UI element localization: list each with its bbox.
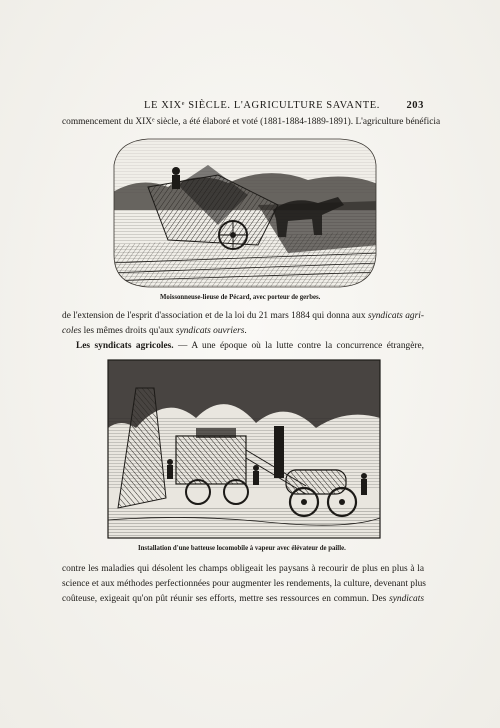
- figure-caption: Moissonneuse-lieuse de Pécard, avec porteur de gerbes.: [160, 294, 321, 301]
- text-line: science et aux méthodes perfectionnées pour augmenter les rendements, la culture, devenant plus: [62, 579, 426, 589]
- text-line: de l'extension de l'esprit d'association et de la loi du 21 mars 1884 qui donna aux syndicats agri-: [62, 311, 424, 321]
- text-line: coles les mêmes droits qu'aux syndicats ouvriers.: [62, 326, 247, 336]
- text-line: commencement du XIXᵉ siècle, a été élaboré et voté (1881-1884-1889-1891). L'agriculture bénéficia: [62, 117, 441, 127]
- text-line: Les syndicats agricoles. — A une époque où la lutte contre la concurrence étrangère,: [76, 341, 424, 351]
- figure-harvester-engraving: [108, 135, 380, 290]
- text-line: contre les maladies qui désolent les champs obligeait les paysans à recourir de plus en plus à la: [62, 564, 424, 574]
- page-number: 203: [406, 100, 424, 111]
- text-line: coûteuse, exigeait qu'on pût réunir ses efforts, mettre ses ressources en commun. Des syndicats: [62, 594, 424, 604]
- figure-caption: Installation d'une batteuse locomobile à vapeur avec élévateur de paille.: [138, 545, 346, 552]
- running-title: LE XIXᵉ SIÈCLE. L'AGRICULTURE SAVANTE.: [144, 100, 381, 111]
- figure-threshing-engraving: [106, 358, 382, 540]
- section-title: Les syndicats agricoles.: [76, 341, 174, 351]
